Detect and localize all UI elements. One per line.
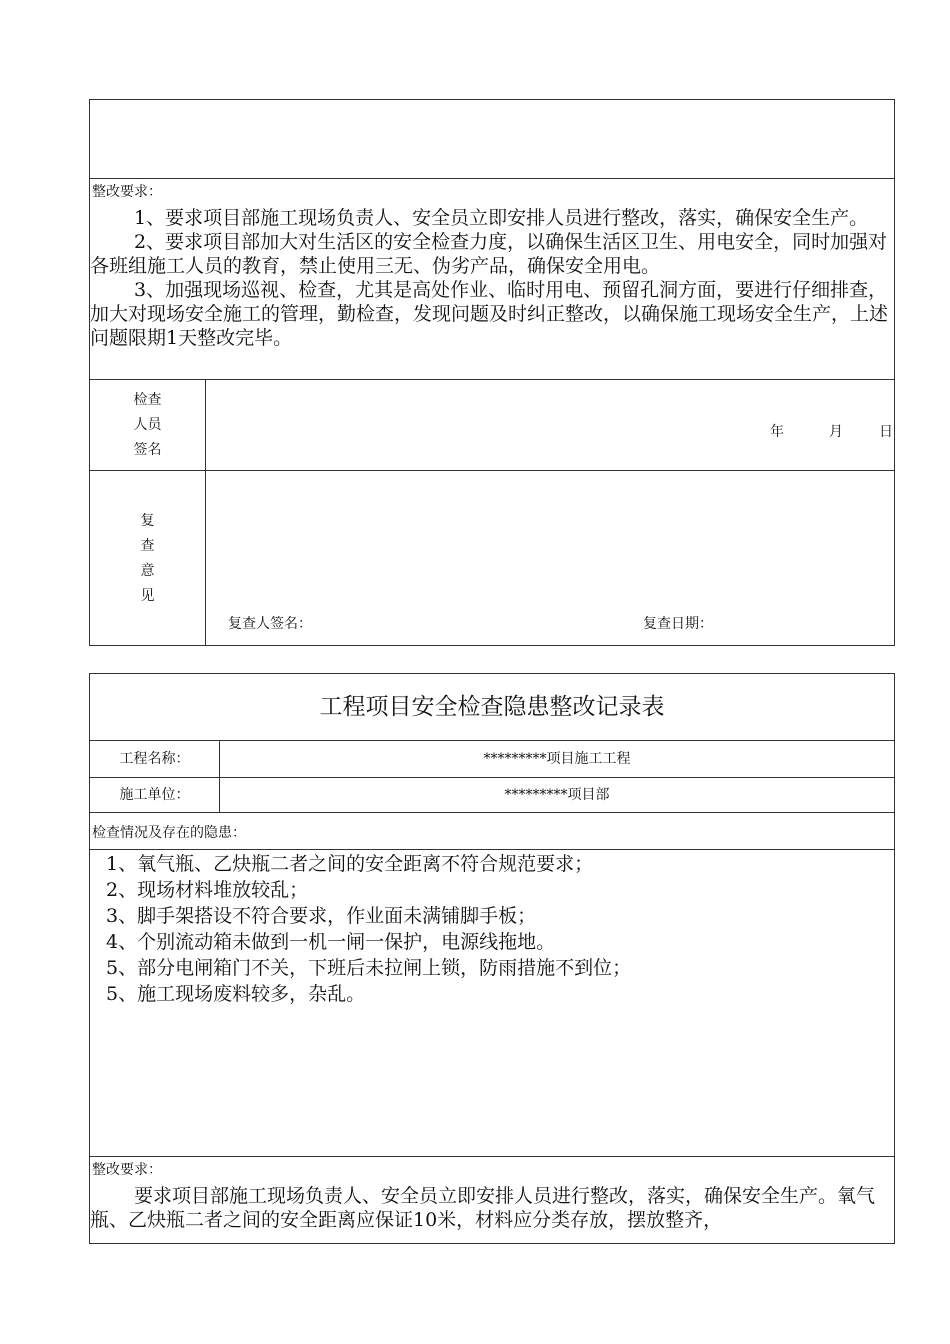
date-month: 月	[829, 424, 843, 440]
construction-unit-value: *********项目部	[504, 787, 610, 803]
review-label-line: 复	[140, 513, 155, 529]
hazard-item: 5、施工现场废料较多，杂乱。	[106, 983, 366, 1005]
top-blank-row	[90, 100, 894, 179]
hazard-item: 1、氧气瓶、乙炔瓶二者之间的安全距离不符合规范要求；	[106, 853, 594, 875]
inspector-label-line: 人员	[133, 417, 162, 433]
hazards-list	[90, 850, 894, 1157]
bottom-rectification-section	[90, 1157, 894, 1243]
inspector-label-line: 检查	[133, 392, 162, 408]
project-name-label: 工程名称：	[90, 741, 220, 777]
review-date-label: 复查日期：	[643, 616, 713, 632]
bottom-form	[89, 673, 895, 1244]
form-title: 工程项目安全检查隐患整改记录表	[319, 694, 665, 720]
bottom-rectification-label: 整改要求：	[92, 1162, 162, 1178]
inspector-label-line: 签名	[133, 442, 162, 458]
review-label-line: 见	[140, 588, 155, 604]
date-day: 日	[879, 424, 893, 440]
review-label-line: 查	[140, 538, 155, 554]
hazard-item: 2、现场材料堆放较乱；	[106, 879, 309, 901]
rectification-item: 2、要求项目部加大对生活区的安全检查力度，以确保生活区卫生、用电安全，同时加强对各班组施工人员的教育，禁止使用三无、伪劣产品，确保安全用电。	[90, 231, 888, 277]
top-form	[89, 99, 895, 646]
review-label-line: 意	[140, 563, 155, 579]
hazard-item: 3、脚手架搭设不符合要求，作业面未满铺脚手板；	[106, 905, 537, 927]
reviewer-signature-label: 复查人签名：	[228, 616, 312, 632]
bottom-rectification-text: 要求项目部施工现场负责人、安全员立即安排人员进行整改，落实，确保安全生产。氧气瓶、乙炔瓶二者之间的安全距离应保证10米，材料应分类存放，摆放整齐，	[90, 1185, 876, 1231]
hazards-label-row	[90, 813, 894, 850]
rectification-section	[90, 179, 894, 380]
hazard-item: 4、个别流动箱未做到一机一闸一保护，电源线拖地。	[106, 931, 556, 953]
construction-unit-row	[90, 778, 894, 813]
date-year: 年	[770, 424, 784, 440]
rectification-label: 整改要求：	[92, 184, 162, 200]
project-name-row	[90, 741, 894, 778]
hazard-item: 5、部分电闸箱门不关，下班后未拉闸上锁，防雨措施不到位；	[106, 957, 632, 979]
project-name-value: *********项目施工工程	[483, 751, 631, 767]
review-row	[90, 471, 894, 645]
construction-unit-label: 施工单位：	[90, 778, 220, 812]
hazards-label: 检查情况及存在的隐患：	[92, 825, 246, 841]
form-title-row	[90, 674, 894, 741]
rectification-item: 1、要求项目部施工现场负责人、安全员立即安排人员进行整改，落实，确保安全生产。	[134, 207, 869, 229]
rectification-item: 3、加强现场巡视、检查，尤其是高处作业、临时用电、预留孔洞方面，要进行仔细排查，加大对现场安全施工的管理，勤检查，发现问题及时纠正整改，以确保施工现场安全生产，上述问题限期1天整改完毕。	[90, 279, 889, 349]
inspector-signature-row	[90, 380, 894, 471]
